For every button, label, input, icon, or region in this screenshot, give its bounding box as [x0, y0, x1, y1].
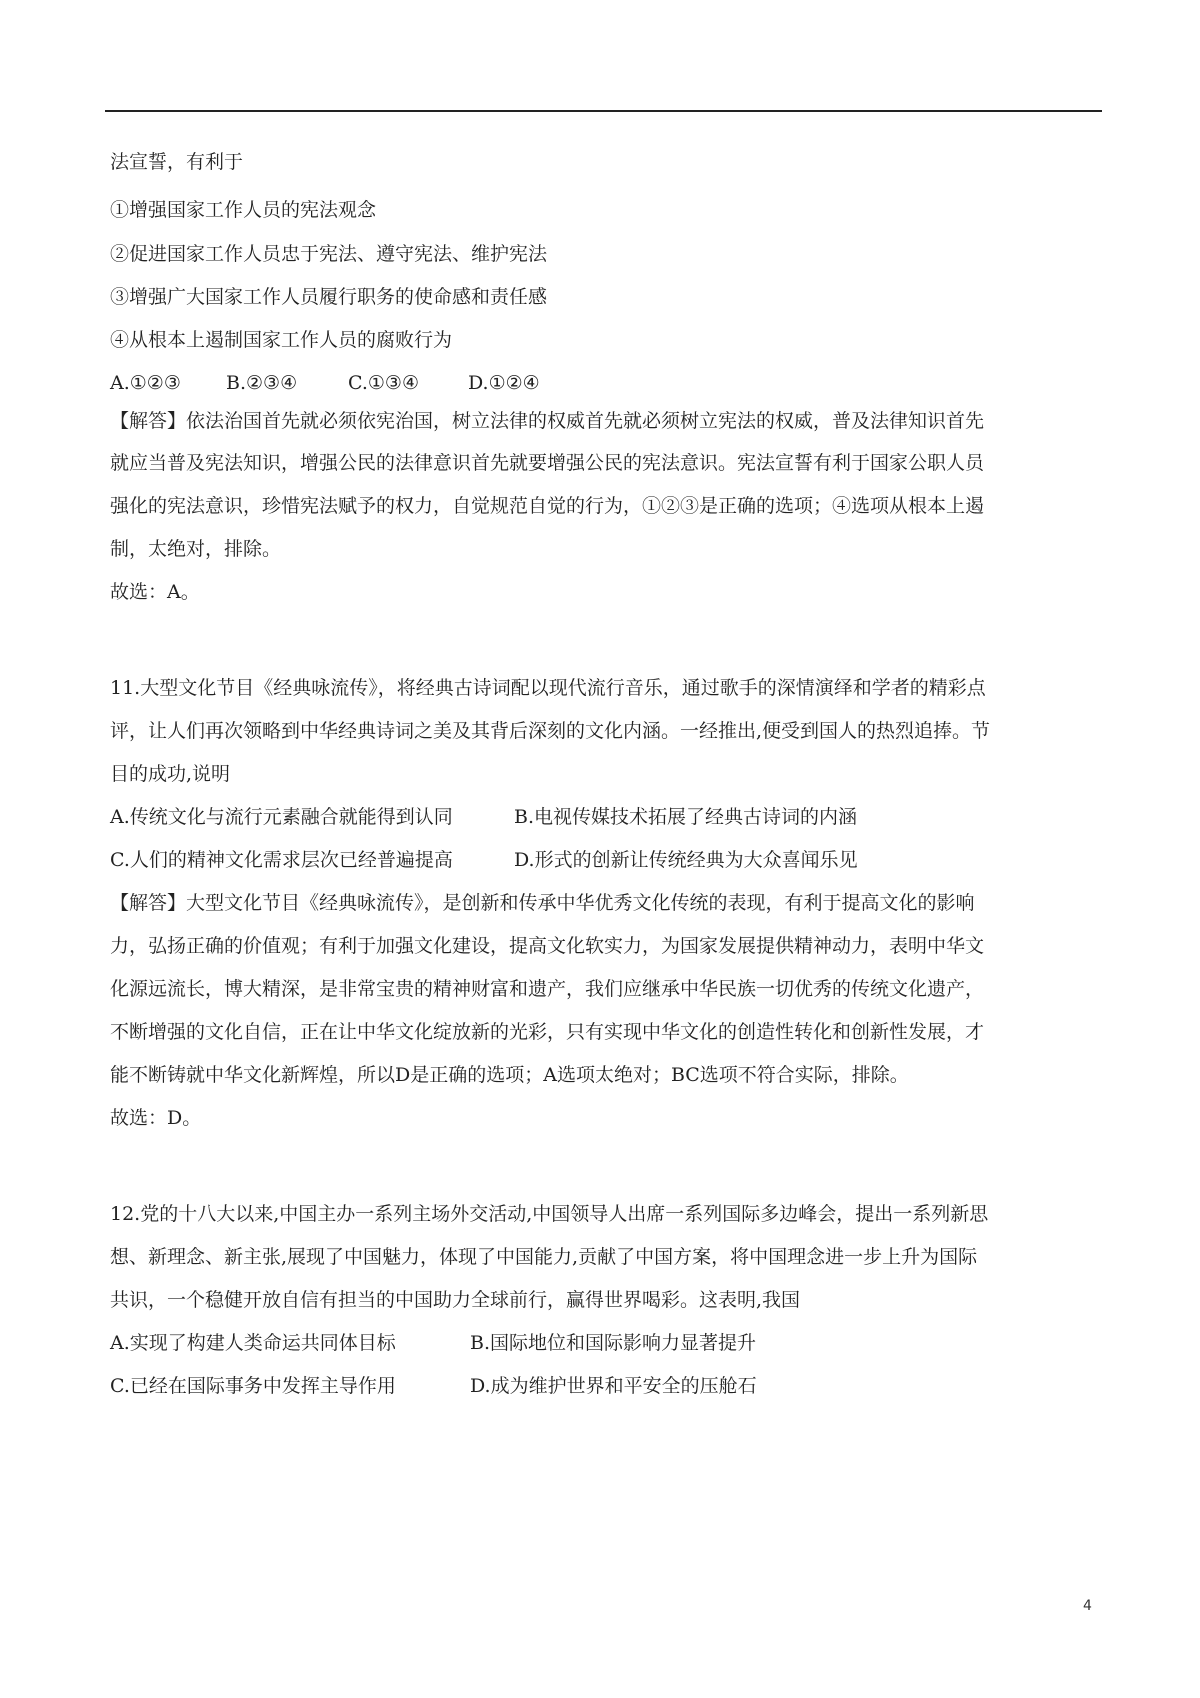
q10-statement-4: ④从根本上遏制国家工作人员的腐败行为 — [110, 329, 453, 351]
q11-choice: 故选：D。 — [110, 1107, 202, 1129]
q10-answer-line-3: 强化的宪法意识，珍惜宪法赋予的权力，自觉规范自觉的行为，①②③是正确的选项；④选项从根本上遏 — [110, 495, 985, 517]
q11-answer-line-2: 力，弘扬正确的价值观；有利于加强文化建设，提高文化软实力，为国家发展提供精神动力，表明中华文 — [110, 935, 985, 957]
header-rule — [105, 110, 1102, 112]
q10-answer-line-4: 制，太绝对，排除。 — [110, 538, 282, 560]
q10-statement-1: ①增强国家工作人员的宪法观念 — [110, 199, 377, 221]
q12-stem-line-2: 想、新理念、新主张,展现了中国魅力，体现了中国能力,贡献了中国方案，将中国理念进一步上升为国际 — [110, 1246, 978, 1268]
q11-option-a: A.传统文化与流行元素融合就能得到认同 — [110, 806, 453, 828]
q10-option-c: C.①③④ — [348, 372, 419, 394]
q10-stem-tail: 法宣誓，有利于 — [110, 151, 244, 173]
q10-option-d: D.①②④ — [468, 372, 540, 394]
q11-answer-line-4: 不断增强的文化自信，正在让中华文化绽放新的光彩，只有实现中华文化的创造性转化和创新性发展，才 — [110, 1021, 985, 1043]
q10-answer-line-2: 就应当普及宪法知识，增强公民的法律意识首先就要增强公民的宪法意识。宪法宣誓有利于国家公职人员 — [110, 452, 985, 474]
q10-options — [110, 371, 1102, 409]
page-number: 4 — [1083, 1598, 1092, 1614]
q10-statement-2: ②促进国家工作人员忠于宪法、遵守宪法、维护宪法 — [110, 243, 548, 265]
q12-option-d: D.成为维护世界和平安全的压舱石 — [470, 1375, 757, 1397]
q11-answer-line-1: 【解答】大型文化节目《经典咏流传》，是创新和传承中华优秀文化传统的表现，有利于提高文化的影响 — [110, 892, 975, 914]
q11-options-row-1 — [110, 805, 1102, 848]
q12-stem-line-3: 共识，一个稳健开放自信有担当的中国助力全球前行，赢得世界喝彩。这表明,我国 — [110, 1289, 801, 1311]
q11-option-c: C.人们的精神文化需求层次已经普遍提高 — [110, 849, 453, 871]
q11-option-b: B.电视传媒技术拓展了经典古诗词的内涵 — [514, 806, 858, 828]
page-content — [110, 150, 1102, 1417]
q11-answer-line-5: 能不断铸就中华文化新辉煌，所以D是正确的选项；A选项太绝对；BC选项不符合实际，排除。 — [110, 1064, 909, 1086]
q12-option-c: C.已经在国际事务中发挥主导作用 — [110, 1375, 396, 1397]
q11-option-d: D.形式的创新让传统经典为大众喜闻乐见 — [514, 849, 858, 871]
q12-stem-line-1: 12.党的十八大以来,中国主办一系列主场外交活动,中国领导人出席一系列国际多边峰会，提出一系列新思 — [110, 1203, 989, 1225]
q10-option-a: A.①②③ — [110, 372, 181, 394]
q10-option-b: B.②③④ — [226, 372, 298, 394]
q11-stem-line-2: 评，让人们再次领略到中华经典诗词之美及其背后深刻的文化内涵。一经推出,便受到国人的热烈追捧。节 — [110, 720, 991, 742]
q11-stem-line-3: 目的成功,说明 — [110, 763, 231, 785]
q12-options-row-1 — [110, 1331, 1102, 1374]
q12-options-row-2 — [110, 1374, 1102, 1417]
q10-answer-line-1: 【解答】依法治国首先就必须依宪治国，树立法律的权威首先就必须树立宪法的权威，普及法律知识首先 — [110, 410, 985, 432]
q11-options-row-2 — [110, 848, 1102, 891]
q12-option-a: A.实现了构建人类命运共同体目标 — [110, 1332, 396, 1354]
q11-stem-line-1: 11.大型文化节目《经典咏流传》，将经典古诗词配以现代流行音乐，通过歌手的深情演绎和学者的精彩点 — [110, 677, 986, 699]
q12-option-b: B.国际地位和国际影响力显著提升 — [470, 1332, 757, 1354]
q11-answer-line-3: 化源远流长，博大精深，是非常宝贵的精神财富和遗产，我们应继承中华民族一切优秀的传统文化遗产， — [110, 978, 985, 1000]
q10-statement-3: ③增强广大国家工作人员履行职务的使命感和责任感 — [110, 286, 548, 308]
q10-choice: 故选：A。 — [110, 581, 200, 603]
